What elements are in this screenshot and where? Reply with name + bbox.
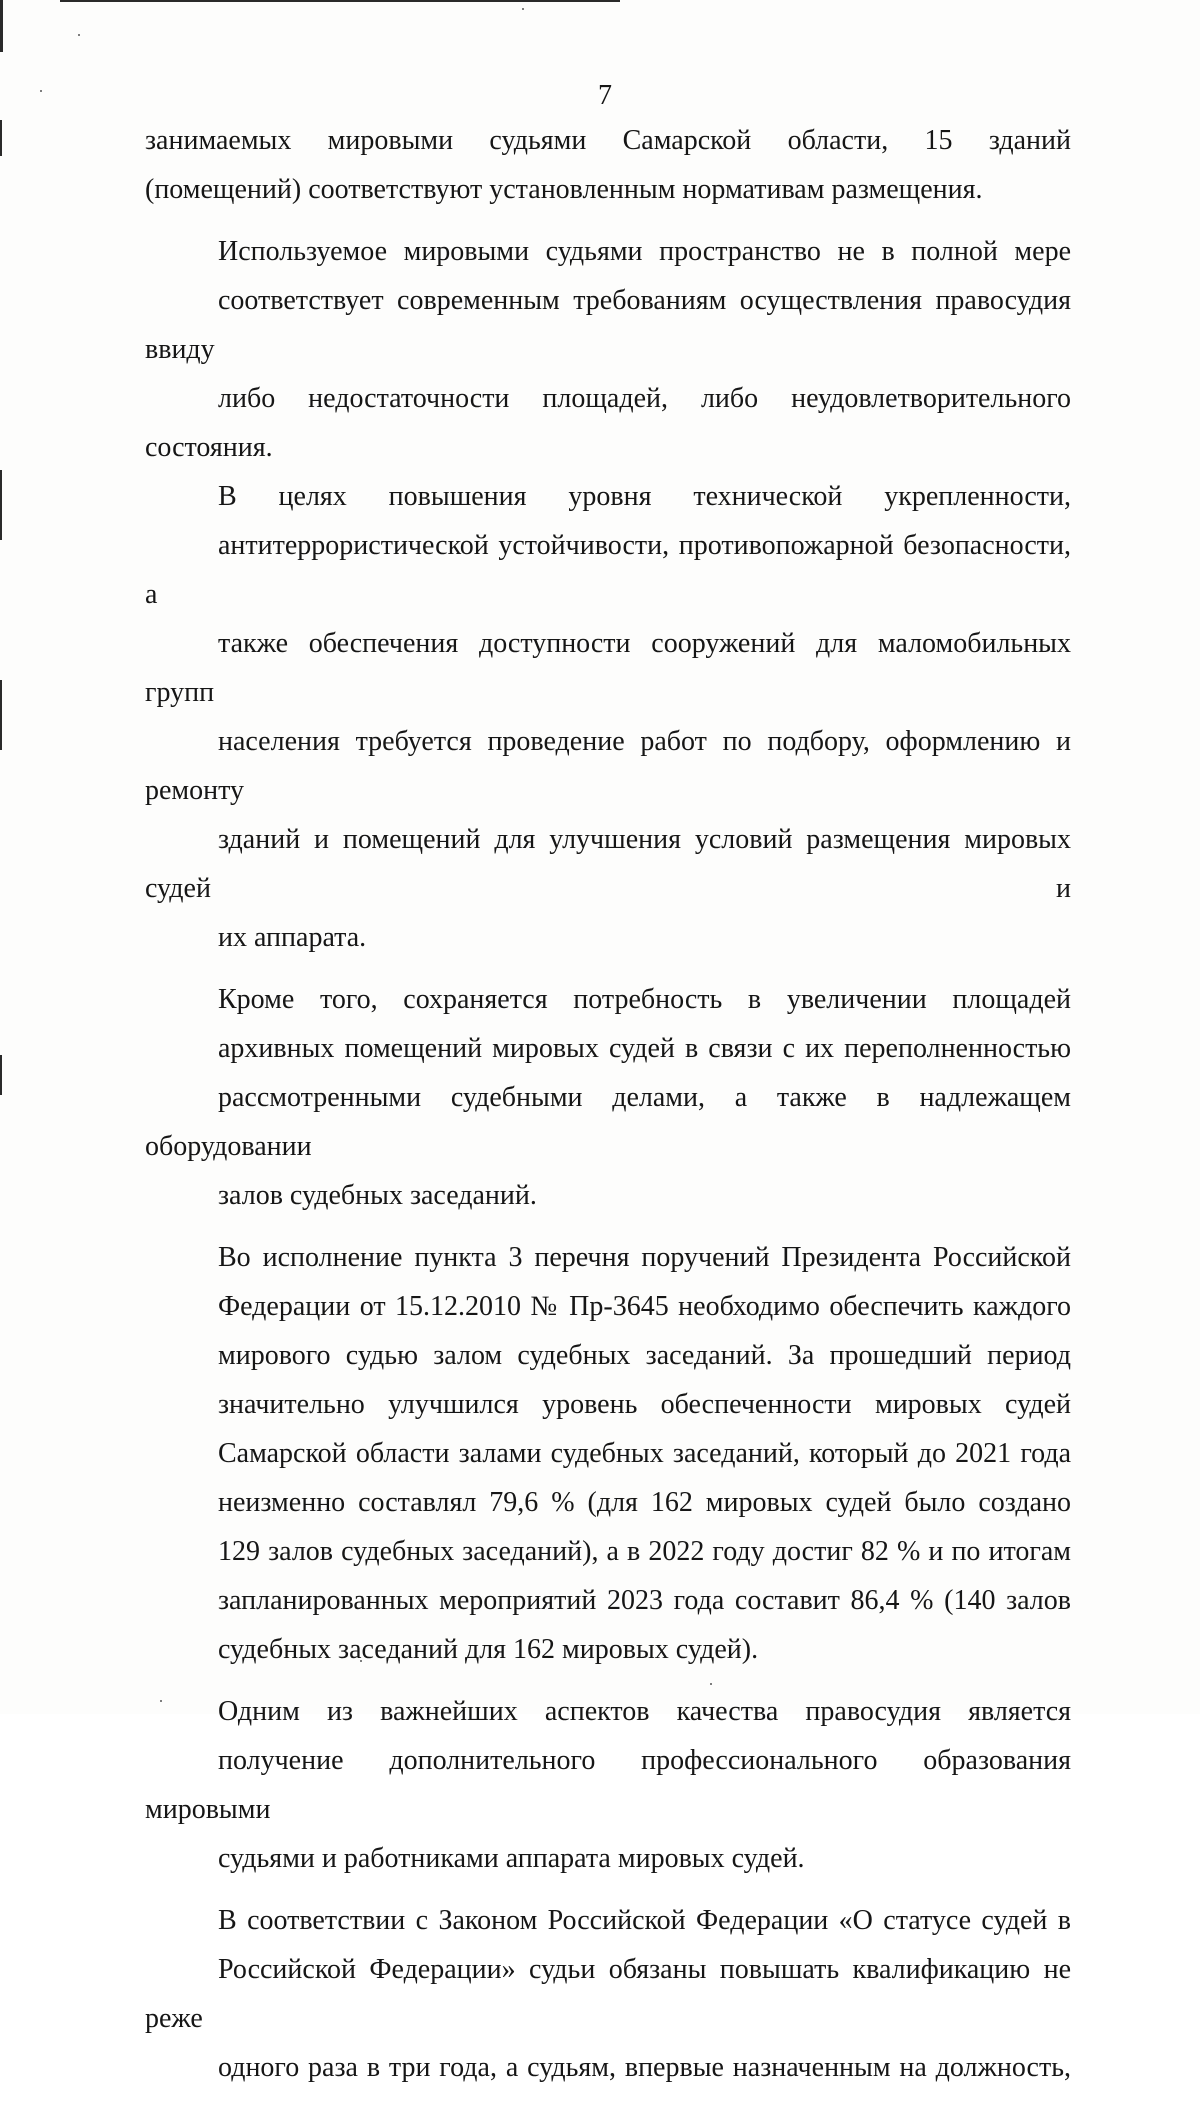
scan-edge-mark xyxy=(0,0,3,52)
text-line: архивных помещений мировых судей в связи с их переполненностью xyxy=(218,1033,1071,1064)
scan-edge-mark xyxy=(0,680,2,750)
paragraph xyxy=(145,975,1071,1220)
text-line: получение дополнительного профессионального образования мировыми xyxy=(145,1745,1071,1825)
text-line: Самарской области залами судебных заседаний, который до 2021 года xyxy=(218,1438,1071,1469)
text-line: мирового судью залом судебных заседаний. За прошедший период xyxy=(218,1340,1071,1371)
text-line: неизменно составлял 79,6 % (для 162 мировых судей было создано xyxy=(218,1487,1071,1518)
text-line: Кроме того, сохраняется потребность в увеличении площадей xyxy=(218,984,1071,1015)
text-line: В соответствии с Законом Российской Федерации «О статусе судей в xyxy=(218,1905,1071,1936)
text-line: рассмотренными судебными делами, а также в надлежащем оборудовании xyxy=(145,1082,1071,1162)
text-line: Во исполнение пункта 3 перечня поручений Президента Российской xyxy=(218,1242,1071,1273)
text-line: занимаемых мировыми судьями Самарской области, 15 зданий xyxy=(145,125,1071,156)
scan-edge-mark xyxy=(0,120,2,156)
text-line: также обеспечения доступности сооружений для маломобильных групп xyxy=(145,628,1071,708)
text-line: судьями и работниками аппарата мировых судей. xyxy=(218,1843,805,1874)
paragraph xyxy=(145,116,1071,214)
text-line: запланированных мероприятий 2023 года составит 86,4 % (140 залов xyxy=(218,1585,1071,1616)
text-line: залов судебных заседаний. xyxy=(218,1180,537,1211)
text-line: значительно улучшился уровень обеспеченности мировых судей xyxy=(218,1389,1071,1420)
text-line: Российской Федерации» судьи обязаны повышать квалификацию не реже xyxy=(145,1954,1071,2034)
page-number: 7 xyxy=(598,80,612,111)
text-line: их аппарата. xyxy=(218,922,367,953)
scan-speck xyxy=(78,34,80,36)
text-line: либо недостаточности площадей, либо неудовлетворительного состояния. xyxy=(145,383,1071,463)
text-line: Используемое мировыми судьями пространство не в полной мере xyxy=(218,236,1071,267)
scan-speck xyxy=(522,8,524,10)
text-line: одного раза в три года, а судьям, впервые назначенным на должность, xyxy=(218,2052,1071,2083)
text-line: Одним из важнейших аспектов качества правосудия является xyxy=(218,1696,1071,1727)
text-line: В целях повышения уровня технической укрепленности, xyxy=(218,481,1071,512)
text-line: Федерации от 15.12.2010 № Пр-3645 необходимо обеспечить каждого xyxy=(218,1291,1071,1322)
text-line: соответствует современным требованиям осуществления правосудия ввиду xyxy=(145,285,1071,365)
scan-top-line xyxy=(60,0,620,2)
text-line: 129 залов судебных заседаний), а в 2022 году достиг 82 % и по итогам xyxy=(218,1536,1071,1567)
paragraph xyxy=(145,1687,1071,1883)
scan-edge-mark xyxy=(0,1055,2,1095)
paragraph xyxy=(145,227,1071,962)
text-line: (помещений) соответствуют установленным нормативам размещения. xyxy=(145,174,983,205)
document-body xyxy=(145,116,1071,2105)
text-line: судебных заседаний для 162 мировых судей). xyxy=(218,1634,759,1665)
paragraph xyxy=(145,1233,1071,1674)
text-line: антитеррористической устойчивости, противопожарной безопасности, а xyxy=(145,530,1071,610)
text-line: зданий и помещений для улучшения условий размещения мировых судей и xyxy=(145,824,1071,904)
text-line: населения требуется проведение работ по подбору, оформлению и ремонту xyxy=(145,726,1071,806)
paragraph xyxy=(145,1896,1071,2092)
scan-edge-mark xyxy=(0,470,2,540)
